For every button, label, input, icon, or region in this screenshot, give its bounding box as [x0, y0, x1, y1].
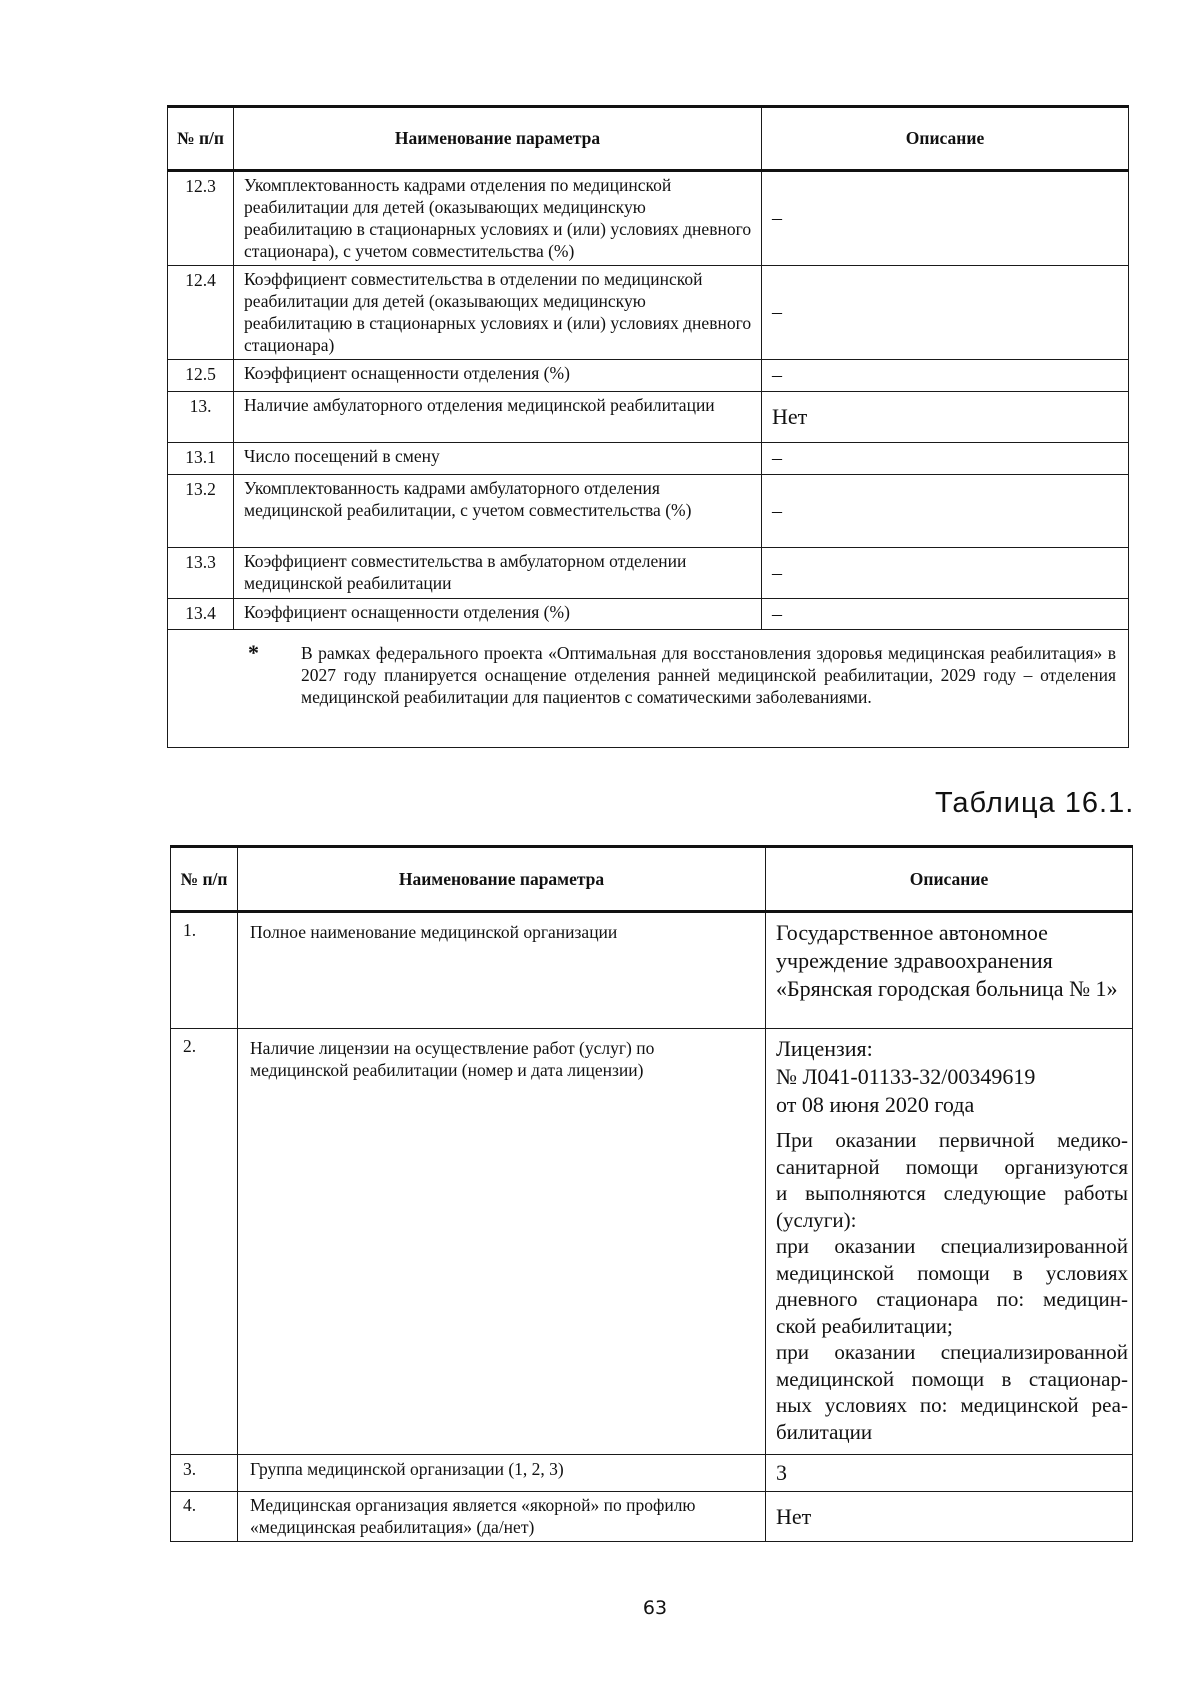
table-row — [168, 392, 1129, 443]
row-description: – — [762, 171, 1129, 266]
services-line: медицинской помощи в условиях — [776, 1260, 1128, 1285]
table-row — [168, 599, 1129, 630]
header-number: № п/п — [171, 847, 238, 912]
table-row — [168, 475, 1129, 548]
table-header-row — [171, 847, 1133, 912]
row-description: Нет — [766, 1492, 1133, 1542]
table-row — [171, 1029, 1133, 1455]
license-cell — [766, 1029, 1133, 1455]
parameters-table-continued — [167, 105, 1129, 748]
license-services — [776, 1127, 1128, 1445]
organization-table — [170, 845, 1133, 1542]
footnote — [178, 642, 1116, 708]
row-number: 13.3 — [168, 548, 234, 599]
row-description: – — [762, 599, 1129, 630]
services-line: и выполняются следующие работы — [776, 1181, 1128, 1205]
row-number: 12.5 — [168, 360, 234, 392]
table-row — [168, 266, 1129, 360]
row-description: Нет — [762, 392, 1129, 443]
services-line: дневного стационара по: медицин- — [776, 1287, 1128, 1311]
table-caption: Таблица 16.1. — [935, 787, 1135, 819]
table-header-row — [168, 107, 1129, 171]
row-parameter: Коэффициент совместительства в амбулаторном отделении медицинской реабилитации — [234, 548, 762, 599]
row-number: 13.4 — [168, 599, 234, 630]
row-number: 1. — [171, 912, 238, 1029]
services-line: медицинской помощи в стационар- — [776, 1366, 1128, 1391]
page-number: 63 — [642, 1597, 668, 1619]
row-parameter: Число посещений в смену — [234, 443, 762, 475]
services-line: ных условиях по: медицинской реа- — [776, 1393, 1128, 1417]
row-parameter: Полное наименование медицинской организации — [238, 912, 766, 1029]
row-number: 3. — [171, 1455, 238, 1492]
header-parameter-name: Наименование параметра — [238, 847, 766, 912]
license-number: № Л041-01133-32/00349619 — [776, 1064, 1036, 1089]
license-date: от 08 июня 2020 года — [776, 1092, 975, 1117]
services-line: При оказании первичной медико- — [776, 1128, 1128, 1152]
row-description: – — [762, 266, 1129, 360]
services-line: при оказании специализированной — [776, 1234, 1128, 1258]
row-parameter: Группа медицинской организации (1, 2, 3) — [238, 1455, 766, 1492]
row-number: 12.3 — [168, 171, 234, 266]
row-description: – — [762, 548, 1129, 599]
row-parameter: Коэффициент оснащенности отделения (%) — [234, 360, 762, 392]
table-row — [168, 360, 1129, 392]
footnote-cell — [168, 630, 1129, 748]
row-parameter: Наличие амбулаторного отделения медицинской реабилитации — [234, 392, 762, 443]
header-description: Описание — [762, 107, 1129, 171]
footnote-marker: * — [248, 640, 259, 665]
table-row — [171, 1492, 1133, 1542]
services-line: при оказании специализированной — [776, 1340, 1128, 1364]
table-row — [168, 171, 1129, 266]
row-parameter: Укомплектованность кадрами отделения по медицинской реабилитации для детей (оказывающих медицинскую реабилитацию в стационарных условиях и (или) условиях дневного стационара), с учетом совместительства (%) — [234, 171, 762, 266]
row-parameter: Коэффициент оснащенности отделения (%) — [234, 599, 762, 630]
services-line: (услуги): — [776, 1207, 857, 1232]
header-number: № п/п — [168, 107, 234, 171]
services-line: санитарной помощи организуются — [776, 1154, 1128, 1179]
row-description: – — [762, 475, 1129, 548]
footnote-row — [168, 630, 1129, 748]
footnote-text: В рамках федерального проекта «Оптимальная для восстановления здоровья медицинская реабилитация» в 2027 году планируется оснащение отделения ранней медицинской реабилитации, 2029 году – отделения медицинской реабилитации для пациентов с соматическими заболеваниями. — [301, 643, 1116, 707]
header-parameter-name: Наименование параметра — [234, 107, 762, 171]
services-line: ской реабилитации; — [776, 1313, 953, 1338]
row-parameter: Укомплектованность кадрами амбулаторного отделения медицинской реабилитации, с учетом совместительства (%) — [234, 475, 762, 548]
header-description: Описание — [766, 847, 1133, 912]
row-parameter: Коэффициент совместительства в отделении по медицинской реабилитации для детей (оказывающих медицинскую реабилитацию в стационарных условиях и (или) условиях дневного стационара) — [234, 266, 762, 360]
row-number: 2. — [171, 1029, 238, 1455]
row-number: 4. — [171, 1492, 238, 1542]
row-number: 13.1 — [168, 443, 234, 475]
license-label: Лицензия: — [776, 1036, 873, 1061]
row-description: – — [762, 360, 1129, 392]
table-row — [168, 443, 1129, 475]
row-number: 12.4 — [168, 266, 234, 360]
table-row — [168, 548, 1129, 599]
table-row — [171, 1455, 1133, 1492]
row-description: – — [762, 443, 1129, 475]
row-number: 13.2 — [168, 475, 234, 548]
row-parameter: Наличие лицензии на осуществление работ (услуг) по медицинской реабилитации (номер и дата лицензии) — [238, 1029, 766, 1455]
row-number: 13. — [168, 392, 234, 443]
organization-full-name: Государственное автономное учреждение здравоохранения «Брянская городская больница № 1» — [766, 912, 1133, 1029]
table-row — [171, 912, 1133, 1029]
services-line: билитации — [776, 1419, 873, 1444]
row-parameter: Медицинская организация является «якорной» по профилю «медицинская реабилитация» (да/нет) — [238, 1492, 766, 1542]
row-description: 3 — [766, 1455, 1133, 1492]
